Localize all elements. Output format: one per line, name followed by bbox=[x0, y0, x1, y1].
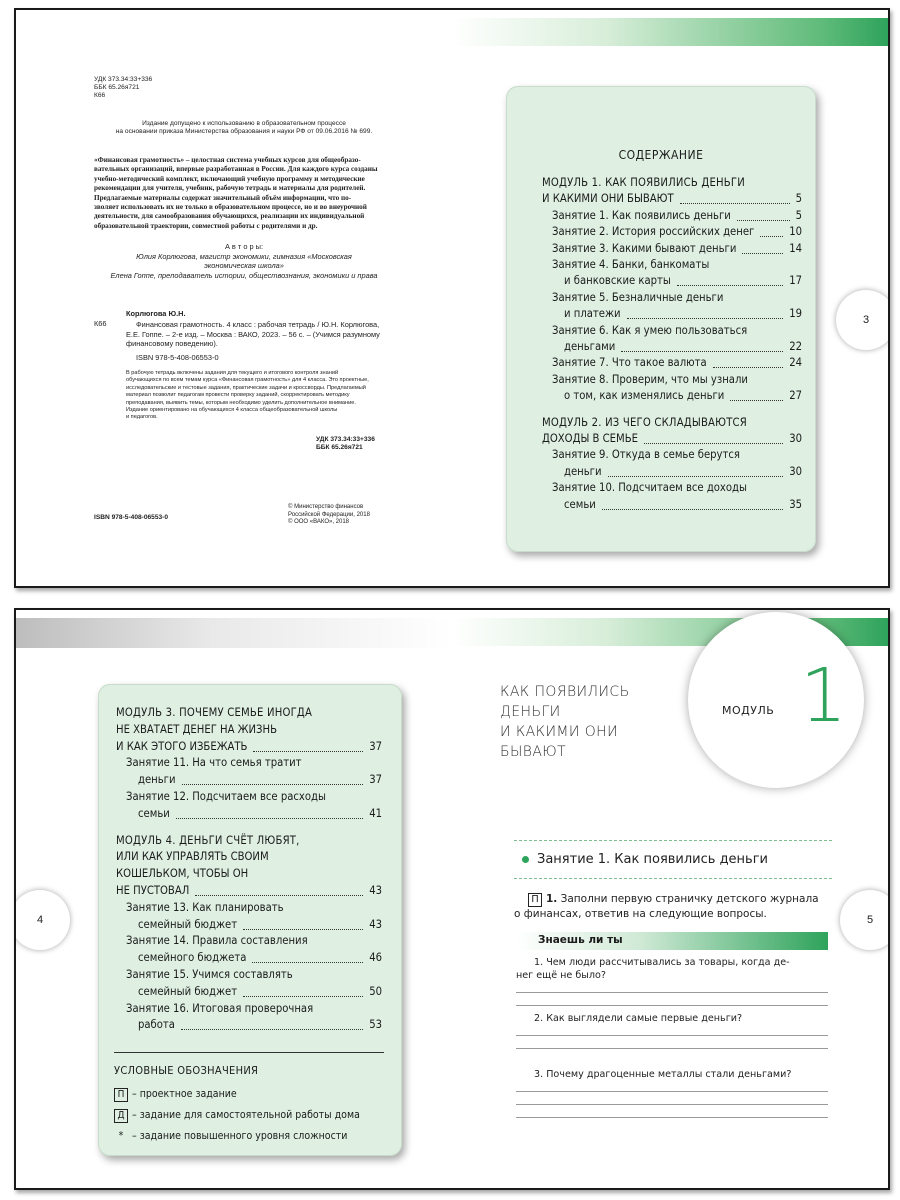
toc-entry-text: Занятие 16. Итоговая проверочная bbox=[126, 1001, 314, 1015]
toc-entry-text: Занятие 5. Безналичные деньги bbox=[552, 290, 724, 304]
toc-module-line bbox=[542, 176, 802, 190]
legend-text: – задание повышенного уровня сложности bbox=[132, 1130, 348, 1142]
toc-entry-text: семьи bbox=[564, 497, 596, 511]
authors-block bbox=[94, 242, 394, 280]
toc-leader-dots bbox=[182, 784, 364, 785]
catalog-entry bbox=[126, 320, 396, 362]
toc-page-number: 22 bbox=[789, 340, 802, 353]
spread-bottom bbox=[14, 608, 890, 1190]
toc-entry-text: Занятие 9. Откуда в семье берутся bbox=[552, 448, 740, 462]
toc-module-line bbox=[542, 416, 802, 430]
copyright-line: Российской Федерации, 2018 bbox=[288, 511, 370, 518]
description-line: образовательной траектории, совместной работы с родителями и др. bbox=[94, 221, 318, 230]
toc-entry-text: Занятие 15. Учимся составлять bbox=[126, 968, 293, 981]
toc-entry-text: семейный бюджет bbox=[138, 984, 238, 998]
toc-entry-text: Занятие 13. Как планировать bbox=[126, 900, 284, 914]
toc-entry bbox=[126, 934, 382, 948]
answer-line[interactable] bbox=[516, 1005, 828, 1006]
catalog-author: Корлюгова Ю.Н. bbox=[126, 309, 186, 318]
page-number-tab bbox=[836, 290, 890, 350]
toc-entry-text: Занятие 4. Банки, банкоматы bbox=[552, 258, 710, 271]
task-line bbox=[514, 892, 832, 907]
toc-entry bbox=[552, 481, 802, 495]
lesson-title-text: Занятие 1. Как появились деньги bbox=[537, 852, 768, 867]
description-line: вательных организаций, впервые разработанная в России. Для каждого курса созданы bbox=[94, 165, 378, 174]
toc-leader-dots bbox=[627, 318, 784, 319]
toc-page-number: 35 bbox=[789, 497, 802, 511]
copyright-line: © ООО «ВАКО», 2018 bbox=[288, 519, 350, 526]
udk-bottom bbox=[316, 436, 375, 452]
toc-entry-text: МОДУЛЬ 2. ИЗ ЧЕГО СКЛАДЫВАЮТСЯ bbox=[542, 415, 747, 429]
toc-entry-text: Занятие 14. Правила составления bbox=[126, 934, 308, 948]
task-number: 1. bbox=[546, 893, 558, 905]
module-badge bbox=[688, 612, 864, 788]
legend-text: – проектное задание bbox=[132, 1088, 237, 1100]
toc-entry-text: МОДУЛЬ 3. ПОЧЕМУ СЕМЬЕ ИНОГДА bbox=[116, 706, 313, 719]
toc-entry-text: Занятие 1. Как появились деньги bbox=[552, 208, 731, 222]
abstract-line: материал позволит педагогам провести проверку заданий, скорректировать методику bbox=[126, 392, 350, 399]
toc-entry-text: ДОХОДЫ В СЕМЬЕ bbox=[542, 432, 638, 445]
abstract-line: обучающихся по всем темам курса «Финансовая грамотность» для 4 класса. Это проектные, bbox=[126, 377, 369, 384]
legend-item bbox=[114, 1130, 347, 1142]
toc-entry-text: и банковские карты bbox=[564, 274, 671, 288]
toc-leader-dots bbox=[742, 253, 783, 254]
toc-leader-dots bbox=[677, 285, 783, 286]
toc-entry-text: Занятие 6. Как я умею пользоваться bbox=[552, 323, 748, 337]
module-title-line: БЫВАЮТ bbox=[500, 744, 567, 760]
toc-module-line bbox=[116, 834, 382, 848]
answer-line[interactable] bbox=[516, 1117, 828, 1118]
abstract-line: Издание ориентировано на обучающихся 4 класса общеобразовательной школы bbox=[126, 407, 338, 414]
catalog-line: Финансовая грамотность. 4 класс : рабочая тетрадь / Ю.Н. Корлюгова, bbox=[136, 320, 380, 329]
page-number: 3 bbox=[862, 314, 870, 326]
question-text: 2. Как выглядели самые первые деньги? bbox=[534, 1013, 743, 1024]
toc-entry-text: НЕ ПУСТОВАЛ bbox=[116, 884, 190, 897]
project-task-icon: П bbox=[528, 893, 542, 907]
author-line: экономическая школа» bbox=[204, 261, 284, 271]
question bbox=[516, 956, 828, 982]
legend-symbol: П bbox=[114, 1088, 128, 1102]
task-1 bbox=[514, 892, 832, 922]
toc-entry-text: Занятие 10. Подсчитаем все доходы bbox=[552, 481, 747, 495]
toc-page-number: 46 bbox=[369, 951, 382, 965]
module-number: 1 bbox=[800, 653, 848, 739]
toc-entry bbox=[552, 291, 802, 305]
module-word: МОДУЛЬ bbox=[722, 704, 775, 717]
answer-line[interactable] bbox=[516, 1104, 828, 1105]
toc-page-number: 30 bbox=[789, 432, 802, 445]
toc-page-number: 14 bbox=[789, 241, 802, 255]
toc-entry-text: НЕ ХВАТАЕТ ДЕНЕГ НА ЖИЗНЬ bbox=[116, 722, 277, 736]
description-line: Предлагаемые материалы содержат значительный объём информации, что по- bbox=[94, 193, 352, 202]
toc-entry bbox=[126, 1002, 382, 1016]
spread-top bbox=[14, 8, 890, 588]
answer-line[interactable] bbox=[516, 1048, 828, 1049]
legend-title: УСЛОВНЫЕ ОБОЗНАЧЕНИЯ bbox=[114, 1064, 259, 1077]
toc-page-number: 37 bbox=[369, 739, 382, 753]
toc-entry-text: деньги bbox=[564, 464, 602, 478]
toc-page-number: 41 bbox=[369, 806, 382, 820]
toc-title: СОДЕРЖАНИЕ bbox=[618, 148, 704, 162]
legend-symbol: * bbox=[118, 1130, 124, 1142]
abstract-block bbox=[126, 370, 396, 422]
header-grey-bar bbox=[16, 618, 452, 648]
toc-entry-text: ИЛИ КАК УПРАВЛЯТЬ СВОИМ bbox=[116, 850, 269, 864]
toc-leader-dots bbox=[195, 895, 363, 896]
toc-entry bbox=[126, 756, 382, 770]
toc-entry bbox=[126, 901, 382, 915]
toc-leader-dots bbox=[713, 367, 784, 368]
toc-entry bbox=[552, 258, 802, 272]
toc-leader-dots bbox=[644, 443, 783, 444]
did-you-know-banner bbox=[516, 932, 828, 950]
question-text: нег ещё не было? bbox=[516, 970, 606, 981]
copyright-line: © Министерство финансов bbox=[288, 504, 364, 510]
page-number: 5 bbox=[866, 914, 874, 926]
toc-entry-text: деньги bbox=[138, 773, 176, 787]
question bbox=[516, 1012, 828, 1025]
toc-leader-dots bbox=[243, 996, 363, 997]
module-title-line: КАК ПОЯВИЛИСЬ bbox=[500, 684, 630, 700]
description-line: учебно-методический комплект, включающий учебную программу и методические bbox=[94, 174, 365, 183]
toc-entry-text: Занятие 7. Что такое валюта bbox=[552, 356, 707, 370]
toc-entry-text: семьи bbox=[138, 806, 170, 820]
legend-divider bbox=[114, 1052, 384, 1053]
catalog-line: финансовому поведению). bbox=[126, 339, 218, 349]
udk-line: УДК 373.34:33+336 bbox=[94, 76, 153, 83]
udk-block bbox=[94, 76, 152, 101]
toc-entry-text: И КАК ЭТОГО ИЗБЕЖАТЬ bbox=[116, 739, 248, 753]
description-line: деятельности, для самообразования обучающихся, реализации их индивидуальной bbox=[94, 212, 365, 221]
toc-page-number: 53 bbox=[369, 1018, 382, 1032]
toc-page-number: 43 bbox=[369, 917, 382, 931]
legend-item bbox=[114, 1088, 237, 1102]
toc-page-number: 24 bbox=[789, 356, 802, 370]
author-line: Елена Гоппе, преподаватель истории, обществознания, экономики и права bbox=[110, 270, 378, 280]
toc-leader-dots bbox=[621, 351, 783, 352]
bbk-bottom-line: ББК 65.26я721 bbox=[316, 444, 363, 452]
udk-bottom-line: УДК 373.34:33+336 bbox=[316, 436, 375, 443]
toc-entry-text: о том, как изменялись деньги bbox=[564, 389, 725, 403]
page-number: 4 bbox=[36, 914, 44, 926]
question-text: 3. Почему драгоценные металлы стали деньгами? bbox=[534, 1069, 792, 1080]
toc-leader-dots bbox=[252, 962, 363, 963]
question bbox=[516, 1068, 828, 1081]
toc-entry bbox=[126, 790, 382, 804]
task-text: Заполни первую страничку детского журнала bbox=[560, 893, 819, 905]
legend-item bbox=[114, 1109, 360, 1123]
approval-text bbox=[94, 120, 394, 136]
page-number-tab bbox=[14, 890, 70, 950]
bbk-line: ББК 65.26я721 bbox=[94, 84, 140, 92]
toc-leader-dots bbox=[730, 400, 783, 401]
toc-panel-continued bbox=[98, 684, 402, 1156]
toc-page-number: 43 bbox=[369, 884, 382, 897]
toc-entry bbox=[116, 723, 382, 737]
bullet-icon bbox=[522, 856, 529, 863]
toc-page-number: 27 bbox=[789, 389, 802, 403]
lesson-title bbox=[522, 852, 768, 867]
toc-entry bbox=[126, 968, 382, 982]
lesson-divider-bottom bbox=[514, 878, 832, 879]
toc-leader-dots bbox=[176, 818, 363, 819]
catalog-code: К66 bbox=[94, 319, 107, 328]
toc-entry-text: семейный бюджет bbox=[138, 917, 238, 931]
toc-leader-dots bbox=[602, 509, 783, 510]
toc-page-number: 5 bbox=[795, 192, 802, 206]
toc-entry bbox=[116, 850, 382, 864]
toc-page-number: 30 bbox=[789, 464, 802, 478]
toc-leader-dots bbox=[253, 751, 363, 752]
isbn-bottom: ISBN 978-5-408-06553-0 bbox=[94, 514, 169, 521]
toc-leader-dots bbox=[680, 203, 790, 204]
toc-leader-dots bbox=[760, 236, 783, 237]
catalog-line: Е.Е. Гоппе. – 2-е изд. – Москва : ВАКО, 2023. – 56 с. – (Учимся разумному bbox=[126, 329, 380, 339]
toc-entry-text: КОШЕЛЬКОМ, ЧТОБЫ ОН bbox=[116, 867, 249, 881]
page-number-tab bbox=[840, 890, 890, 950]
author-line: Юлия Корлюгова, магистр экономики, гимназия «Московская bbox=[136, 251, 352, 261]
approval-line: Издание допущено к использованию в образовательном процессе bbox=[142, 120, 346, 127]
authors-title: А в т о р ы: bbox=[224, 242, 264, 251]
legend-text: – задание для самостоятельной работы дома bbox=[132, 1109, 360, 1121]
toc-page-number: 19 bbox=[789, 307, 802, 321]
toc-entry-text: деньгами bbox=[564, 340, 616, 353]
toc-entry bbox=[552, 373, 802, 387]
banner-text: Знаешь ли ты bbox=[538, 934, 623, 946]
description-line: зволяет использовать их не только в образовательном процессе, но и во внеурочной bbox=[94, 203, 367, 212]
toc-entry-text: МОДУЛЬ 1. КАК ПОЯВИЛИСЬ ДЕНЬГИ bbox=[542, 176, 745, 189]
copyright-block bbox=[288, 504, 370, 527]
toc-entry bbox=[116, 867, 382, 881]
toc-leader-dots bbox=[737, 220, 790, 221]
toc-entry-text: Занятие 2. История российских денег bbox=[552, 225, 755, 239]
module-title bbox=[500, 682, 630, 762]
toc-page-number: 5 bbox=[795, 208, 802, 222]
series-description bbox=[94, 156, 394, 231]
toc-panel bbox=[506, 86, 816, 552]
header-gradient-bar bbox=[452, 18, 888, 46]
toc-entry-text: МОДУЛЬ 4. ДЕНЬГИ СЧЁТ ЛЮБЯТ, bbox=[116, 833, 300, 847]
toc-entry-text: и платежи bbox=[564, 307, 621, 321]
legend-symbol: Д bbox=[114, 1109, 128, 1123]
answer-line[interactable] bbox=[516, 1035, 828, 1036]
answer-line[interactable] bbox=[516, 1091, 828, 1092]
question-text: 1. Чем люди рассчитывались за товары, когда де- bbox=[534, 957, 790, 968]
toc-entry-text: Занятие 12. Подсчитаем все расходы bbox=[126, 790, 326, 803]
lesson-divider-top bbox=[514, 840, 832, 841]
toc-module-line bbox=[116, 706, 382, 720]
module-title-line: ДЕНЬГИ bbox=[500, 704, 561, 720]
task-line: о финансах, ответив на следующие вопросы. bbox=[514, 908, 767, 920]
toc-entry-text: И КАКИМИ ОНИ БЫВАЮТ bbox=[542, 192, 674, 206]
toc-entry-text: семейного бюджета bbox=[138, 951, 247, 965]
toc-entry-text: работа bbox=[138, 1018, 175, 1032]
toc-page-number: 10 bbox=[789, 225, 802, 239]
toc-page-number: 50 bbox=[369, 984, 382, 998]
description-line: «Финансовая грамотность» – целостная система учебных курсов для общеобразо- bbox=[94, 156, 361, 164]
toc-leader-dots bbox=[608, 476, 784, 477]
toc-entry bbox=[552, 324, 802, 338]
toc-page-number: 37 bbox=[369, 773, 382, 787]
abstract-line: В рабочую тетрадь включены задания для текущего и итогового контроля знаний bbox=[126, 370, 339, 376]
abstract-line: исследовательские и тестовые задания, практические задачи и кроссворды. Предлагаемый bbox=[126, 384, 366, 391]
abstract-line: и педагогов. bbox=[126, 414, 158, 421]
description-line: рекомендации для учителя, учебник, рабочую тетрадь и материалы для родителей. bbox=[94, 184, 366, 193]
toc-leader-dots bbox=[243, 929, 363, 930]
toc-leader-dots bbox=[181, 1029, 363, 1030]
module-title-line: И КАКИМИ ОНИ bbox=[500, 724, 619, 740]
toc-entry-text: Занятие 11. На что семья тратит bbox=[126, 756, 302, 770]
abstract-line: преподавания, выявить темы, которым необходимо уделить дополнительное внимание. bbox=[126, 399, 356, 406]
code-line: К66 bbox=[94, 92, 106, 100]
toc-entry-text: Занятие 3. Какими бывают деньги bbox=[552, 241, 737, 255]
isbn-line: ISBN 978-5-408-06553-0 bbox=[136, 352, 219, 362]
toc-entry bbox=[552, 448, 802, 462]
toc-entry-text: Занятие 8. Проверим, что мы узнали bbox=[552, 372, 748, 386]
answer-line[interactable] bbox=[516, 992, 828, 993]
approval-line: на основании приказа Министерства образования и науки РФ от 09.06.2016 № 699. bbox=[115, 128, 373, 136]
toc-page-number: 17 bbox=[789, 274, 802, 288]
